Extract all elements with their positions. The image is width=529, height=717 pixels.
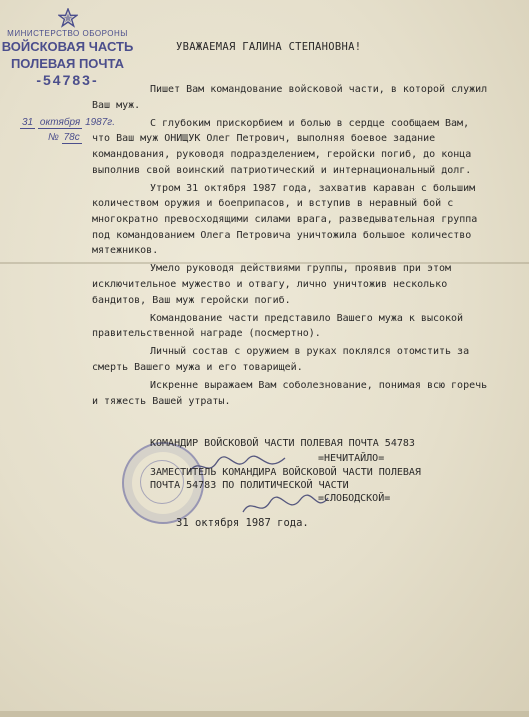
reg-day: 31	[22, 117, 34, 128]
salutation: УВАЖАЕМАЯ ГАЛИНА СТЕПАНОВНА!	[176, 41, 362, 53]
ministry-label: МИНИСТЕРСТВО ОБОРОНЫ	[7, 29, 128, 38]
unit-label: ВОЙСКОВАЯ ЧАСТЬ	[1, 39, 134, 54]
letter-paragraph: Командование части представило Вашего мужа к высокой правительственной награде (посмертно).	[92, 312, 464, 340]
paper-bottom-edge	[0, 711, 529, 717]
reg-month: октября	[39, 117, 81, 128]
letter-paragraph: Утром 31 октября 1987 года, захватив караван с большим количеством оружия и боеприпасов, и вступив в неравный бой с многократно превосходящими силами врага, разведывательная группа под командованием Олега Петровича уничтожила большое количество мятежников.	[92, 182, 478, 257]
commander-name: =НЕЧИТАЙЛО=	[318, 453, 385, 464]
deputy-name: =СЛОБОДСКОЙ=	[318, 493, 391, 504]
letter-body	[92, 82, 492, 412]
deputy-title-line2: ПОЧТА 54783 ПО ПОЛИТИЧЕСКОЙ ЧАСТИ	[150, 480, 349, 491]
reg-number-prefix: №	[48, 132, 59, 143]
letter-date: 31 октября 1987 года.	[176, 517, 309, 529]
letter-paragraph: Умело руководя действиями группы, проявив при этом исключительное мужество и отвагу, лично уничтожив несколько бандитов, Ваш муж геройски погиб.	[92, 263, 452, 306]
reg-number: 78с	[63, 132, 80, 143]
commander-title: КОМАНДИР ВОЙСКОВОЙ ЧАСТИ ПОЛЕВАЯ ПОЧТА 54783	[150, 438, 415, 449]
letter-paragraph: Искренне выражаем Вам соболезнование, понимая всю горечь и тяжесть Вашей утраты.	[92, 380, 488, 407]
letter-paragraph: С глубоким прискорбием и болью в сердце сообщаем Вам, что Ваш муж ОНИЩУК Олег Петрович, выполняя боевое задание командования, руководя подразделением, геройски погиб, до конца выполнив свой воинский патриотический и интернациональный долг.	[92, 117, 472, 176]
star-icon	[58, 8, 78, 28]
military-unit-stamp	[0, 8, 135, 88]
letter-paragraph: Личный состав с оружием в руках поклялся отомстить за смерть Вашего мужа и его товарищей.	[92, 346, 470, 374]
reg-year: 1987г.	[85, 117, 116, 128]
letter-paragraph: Пишет Вам командование войсковой части, в которой служил Ваш муж.	[92, 84, 488, 111]
field-post-label: ПОЛЕВАЯ ПОЧТА	[10, 56, 125, 71]
unit-number: -54783-	[36, 72, 99, 88]
deputy-title-line1: ЗАМЕСТИТЕЛЬ КОМАНДИРА ВОЙСКОВОЙ ЧАСТИ ПОЛЕВАЯ	[150, 467, 421, 478]
